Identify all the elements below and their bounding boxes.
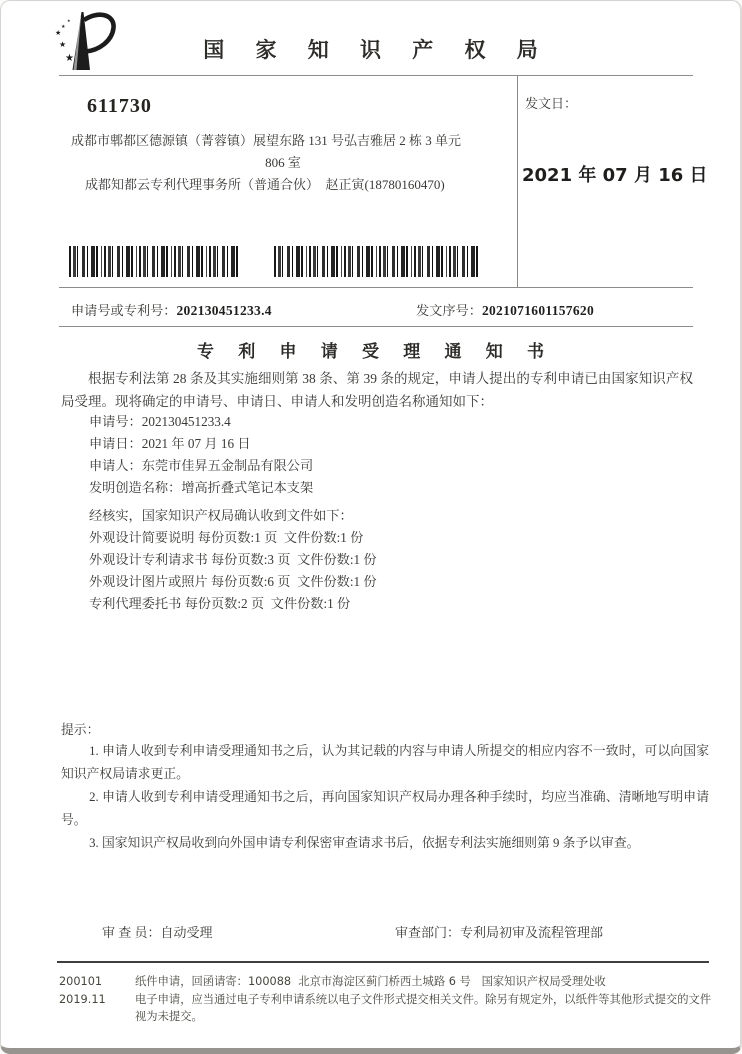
notice-intro-paragraph: 根据专利法第 28 条及其实施细则第 38 条、第 39 条的规定，申请人提出的专利申请已由国家知识产权局受理。现将确定的申请号、申请日、申请人和发明创造名称通知如下： (61, 371, 693, 409)
field-invention-title: 发明创造名称：增高折叠式笔记本支架 (89, 480, 314, 495)
department-label: 审查部门： (395, 925, 461, 940)
field-application-number: 申请号：202130451233.4 (89, 414, 231, 429)
date-box-divider (517, 75, 518, 287)
field-application-date: 申请日：2021 年 07 月 16 日 (89, 436, 251, 451)
footer-paper-instruction: 纸件申请，回函请寄：100088 北京市海淀区蓟门桥西土城路 6 号 国家知识产权局受理处收 (135, 975, 606, 988)
star-icon: ★ (67, 18, 71, 23)
footer-divider (57, 961, 709, 963)
issue-date-label: 发文日： (525, 96, 578, 111)
notice-title: 专 利 申 请 受 理 通 知 书 (197, 342, 554, 361)
notes-list (61, 740, 709, 855)
department-value: 专利局初审及流程管理部 (460, 925, 604, 940)
recipient-address-line1: 成都市郫都区德源镇（菁蓉镇）展望东路 131 号弘吉雅居 2 栋 3 单元 (71, 133, 462, 148)
note-item: 2. 申请人收到专利申请受理通知书之后，再向国家知识产权局办理各种手续时，均应当准确、清晰地写明申请号。 (61, 790, 709, 827)
serial-number-value: 2021071601157620 (481, 303, 594, 318)
received-item: 外观设计图片或照片 每份页数:6 页 文件份数:1 份 (89, 574, 377, 589)
department-row (382, 906, 603, 957)
title-divider (59, 326, 693, 327)
received-item: 外观设计简要说明 每份页数:1 页 文件份数:1 份 (89, 530, 364, 545)
recipient-address-line2: 806 室 (265, 155, 301, 170)
examiner-value: 自动受理 (160, 925, 213, 940)
field-applicant: 申请人：东莞市佳昇五金制品有限公司 (89, 458, 314, 473)
serial-number-row (416, 300, 594, 319)
application-fields (89, 411, 313, 499)
received-intro: 经核实，国家知识产权局确认收到文件如下： (89, 508, 353, 523)
received-documents (89, 505, 377, 615)
recipient-agent-line: 成都知都云专利代理事务所（普通合伙） 赵正寅(18780160470) (85, 177, 445, 192)
issue-date-value: 2021 年 07 月 16 日 (522, 165, 708, 186)
star-icon: ★ (55, 29, 62, 37)
star-icon: ★ (59, 40, 67, 49)
note-item: 3. 国家知识产权局收到向外国申请专利保密审查请求书后，依据专利法实施细则第 9 条予以审查。 (89, 836, 640, 850)
document-code: 611730 (87, 95, 152, 117)
barcode (274, 246, 478, 277)
footer-form-code: 200101 (59, 975, 103, 988)
letterhead-divider (59, 287, 693, 288)
received-item: 外观设计专利请求书 每份页数:3 页 文件份数:1 份 (89, 552, 377, 567)
star-icon: ★ (61, 25, 66, 30)
footer-form-codes (59, 973, 106, 1008)
examiner-label: 审 查 员： (102, 925, 161, 940)
application-number-value: 202130451233.4 (176, 303, 272, 318)
star-icon: ★ (65, 53, 74, 64)
examiner-row (89, 906, 213, 957)
footer-instructions (135, 973, 715, 1026)
serial-number-label: 发文序号： (416, 303, 482, 318)
footer-form-code: 2019.11 (59, 992, 106, 1006)
footer-electronic-instruction: 电子申请，应当通过电子专利申请系统以电子文件形式提交相关文件。除另有规定外，以纸件等其他形式提交的文件视为未提交。 (135, 992, 712, 1023)
header-divider (59, 75, 693, 76)
application-number-row (71, 300, 272, 319)
barcode (69, 246, 241, 277)
notes-title: 提示： (61, 723, 100, 737)
application-number-label: 申请号或专利号： (71, 303, 177, 318)
note-item: 1. 申请人收到专利申请受理通知书之后，认为其记载的内容与申请人所提交的相应内容不一致时，可以向国家知识产权局请求更正。 (61, 744, 709, 781)
received-item: 专利代理委托书 每份页数:2 页 文件份数:1 份 (89, 596, 351, 611)
org-title: 国 家 知 识 产 权 局 (203, 38, 551, 62)
